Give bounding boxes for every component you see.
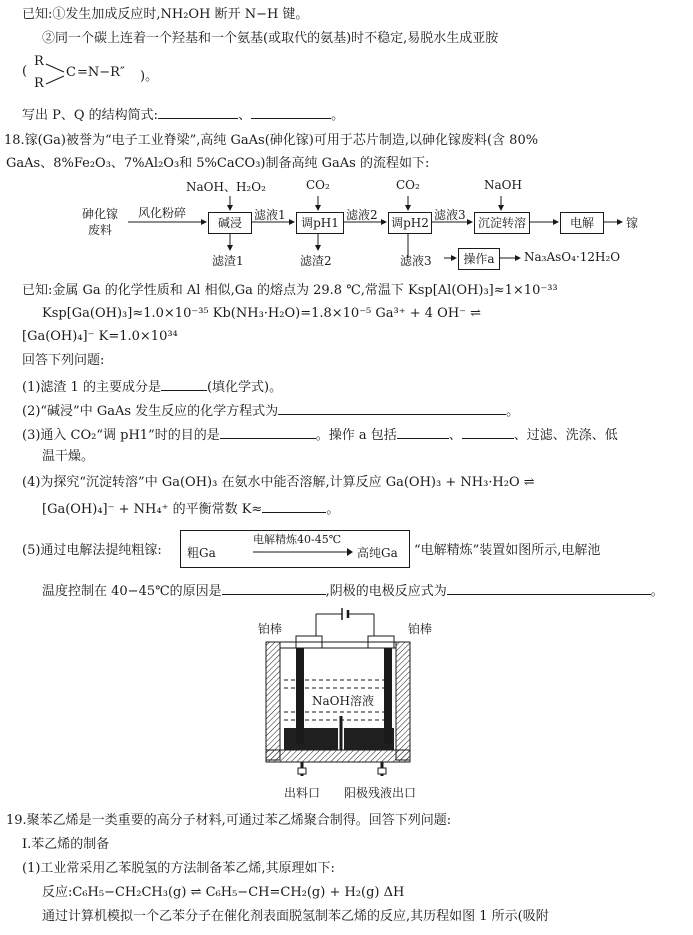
label-filtrate-2: 滤液2 bbox=[346, 208, 378, 222]
right-pt-rod-label: 铂棒 bbox=[408, 622, 433, 636]
box-redissolve: 沉淀转溶 bbox=[474, 212, 530, 234]
electrolysis-apparatus bbox=[0, 600, 693, 805]
q18-part-3 bbox=[22, 424, 618, 445]
p2-blank[interactable] bbox=[278, 400, 506, 415]
q18-intro-2: GaAs、8%Fe₂O₃、7%Al₂O₃和 5%CaCO₃)制备高纯 GaAs 的流程如下: bbox=[6, 156, 430, 171]
known-line-2: ②同一个碳上连着一个羟基和一个氨基(或取代的氨基)时不稳定,易脱水生成亚胺 bbox=[42, 31, 499, 46]
naoh-solution-label: NaOH溶液 bbox=[312, 694, 374, 708]
left-pt-rod-label: 铂棒 bbox=[258, 622, 283, 636]
q18-known-3: [Ga(OH)₄]⁻ K=1.0×10³⁴ bbox=[22, 329, 178, 344]
imine-double-bond: =N−R″ bbox=[77, 65, 125, 80]
pq-sep: 、 bbox=[238, 108, 252, 123]
p3-blank-3[interactable] bbox=[462, 424, 514, 439]
p2-tail: 。 bbox=[506, 404, 520, 419]
p4-text: [Ga(OH)₄]⁻ + NH₄⁺ 的平衡常数 K≈ bbox=[42, 502, 263, 517]
q19-last-line: 通过计算机模拟一个乙苯分子在催化剂表面脱氢制苯乙烯的反应,其历程如图 1 所示(吸附 bbox=[42, 909, 549, 924]
p1-tail: (填化学式)。 bbox=[206, 380, 283, 395]
label-filtrate-1: 滤液1 bbox=[254, 208, 286, 222]
imine-structure bbox=[22, 52, 202, 94]
p3-continuation: 温干燥。 bbox=[42, 449, 95, 464]
imine-carbon: C bbox=[66, 65, 76, 80]
pq-text: 写出 P、Q 的结构简式: bbox=[22, 108, 159, 123]
q18-part-1 bbox=[22, 376, 282, 397]
p4-blank[interactable] bbox=[262, 498, 326, 513]
p5-tail: 。 bbox=[650, 584, 664, 599]
box-operation-a: 操作a bbox=[458, 248, 500, 270]
known-line-1: 已知:①发生加成反应时,NH₂OH 断开 N−H 键。 bbox=[22, 7, 309, 22]
refine-scheme-box bbox=[180, 530, 410, 568]
raw-line-2: 废料 bbox=[88, 223, 113, 237]
pure-ga: 高纯Ga bbox=[357, 546, 398, 560]
pq-question bbox=[22, 104, 344, 125]
p3-blank-1[interactable] bbox=[220, 424, 316, 439]
q18-part-5-cont bbox=[42, 580, 664, 601]
pq-blank-1[interactable] bbox=[158, 104, 238, 119]
q18-part-5-desc: “电解精炼”装置如图所示,电解池 bbox=[414, 543, 601, 558]
pq-end: 。 bbox=[331, 108, 345, 123]
p5-blank-2[interactable] bbox=[447, 580, 651, 595]
answer-prompt: 回答下列问题: bbox=[22, 353, 105, 368]
anode-residue-outlet-label: 阳极残液出口 bbox=[344, 786, 417, 800]
imine-close: )。 bbox=[140, 69, 159, 84]
q18-known-2: Ksp[Ga(OH)₃]≈1.0×10⁻³⁵ Kb(NH₃·H₂O)=1.8×10⁻⁵ Ga³⁺ + 4 OH⁻ ⇌ bbox=[42, 306, 482, 321]
refine-arrow bbox=[253, 547, 353, 557]
reagent-co2-2: CO₂ bbox=[396, 178, 420, 192]
p5-blank-1[interactable] bbox=[222, 580, 326, 595]
product-sodium-arsenate: Na₃AsO₄·12H₂O bbox=[524, 250, 621, 264]
q18-part-5-label: (5)通过电解法提纯粗镓: bbox=[22, 543, 162, 558]
q19-intro: 19.聚苯乙烯是一类重要的高分子材料,可通过苯乙烯聚合制得。回答下列问题: bbox=[6, 813, 452, 828]
step-crush: 风化粉碎 bbox=[138, 206, 187, 220]
q18-known-1: 已知:金属 Ga 的化学性质和 Al 相似,Ga 的熔点为 29.8 ℃,常温下 Ksp[Al(OH)₃]≈1×10⁻³³ bbox=[22, 283, 558, 298]
q18-part-4: (4)为探究“沉淀转溶”中 Ga(OH)₃ 在氨水中能否溶解,计算反应 Ga(OH)₃ + NH₃·H₂O ⇌ bbox=[22, 475, 535, 490]
p3-text: (3)通入 CO₂“调 pH1”时的目的是 bbox=[22, 428, 220, 443]
label-filtrate-3a: 滤液3 bbox=[434, 208, 466, 222]
p4-tail: 。 bbox=[326, 502, 340, 517]
q18-part-2 bbox=[22, 400, 519, 421]
raw-line-1: 砷化镓 bbox=[82, 207, 119, 221]
label-residue-2: 滤渣2 bbox=[300, 254, 332, 268]
q18-part-4-cont bbox=[42, 498, 339, 519]
imine-open-paren: ( bbox=[22, 64, 28, 79]
p1-blank[interactable] bbox=[161, 376, 207, 391]
box-ph1: 调pH1 bbox=[296, 212, 344, 234]
reagent-naoh: NaOH bbox=[484, 178, 522, 192]
box-electrolysis: 电解 bbox=[560, 212, 604, 234]
crude-ga: 粗Ga bbox=[187, 546, 216, 560]
refine-conditions: 电解精炼40-45℃ bbox=[253, 533, 342, 546]
pq-blank-2[interactable] bbox=[251, 104, 331, 119]
p3-blank-2[interactable] bbox=[397, 424, 449, 439]
p2-text: (2)“碱浸”中 GaAs 发生反应的化学方程式为 bbox=[22, 404, 279, 419]
q18-intro-1: 18.镓(Ga)被誉为“电子工业脊梁”,高纯 GaAs(砷化镓)可用于芯片制造,以砷化镓废料(含 80% bbox=[4, 133, 539, 148]
p5-cathode-text: ,阴极的电极反应式为 bbox=[325, 584, 447, 599]
p3-tail: 、过滤、洗涤、低 bbox=[513, 428, 618, 443]
box-alkali-leach: 碱浸 bbox=[208, 212, 252, 234]
flowchart bbox=[0, 176, 693, 272]
label-filtrate-3b: 滤液3 bbox=[400, 254, 432, 268]
p3-sep: 、 bbox=[448, 428, 462, 443]
p3-mid: 。操作 a 包括 bbox=[315, 428, 397, 443]
reagent-naoh-h2o2: NaOH、H₂O₂ bbox=[186, 180, 266, 194]
imine-r1: R bbox=[34, 54, 44, 69]
box-ph2: 调pH2 bbox=[388, 212, 432, 234]
p1-text: (1)滤渣 1 的主要成分是 bbox=[22, 380, 161, 395]
q19-section: Ⅰ.苯乙烯的制备 bbox=[22, 837, 110, 852]
q19-part-1: (1)工业常采用乙苯脱氢的方法制备苯乙烯,其原理如下: bbox=[22, 861, 335, 876]
product-outlet-label: 出料口 bbox=[284, 786, 321, 800]
raw-material bbox=[82, 206, 118, 238]
label-residue-1: 滤渣1 bbox=[212, 254, 244, 268]
q19-reaction: 反应:C₆H₅−CH₂CH₃(g) ⇌ C₆H₅−CH=CH₂(g) + H₂(g) ΔH bbox=[42, 885, 405, 900]
p5-temp-text: 温度控制在 40−45℃的原因是 bbox=[42, 584, 222, 599]
imine-r2: R bbox=[34, 76, 44, 91]
product-gallium: 镓 bbox=[626, 216, 639, 230]
reagent-co2-1: CO₂ bbox=[306, 178, 330, 192]
